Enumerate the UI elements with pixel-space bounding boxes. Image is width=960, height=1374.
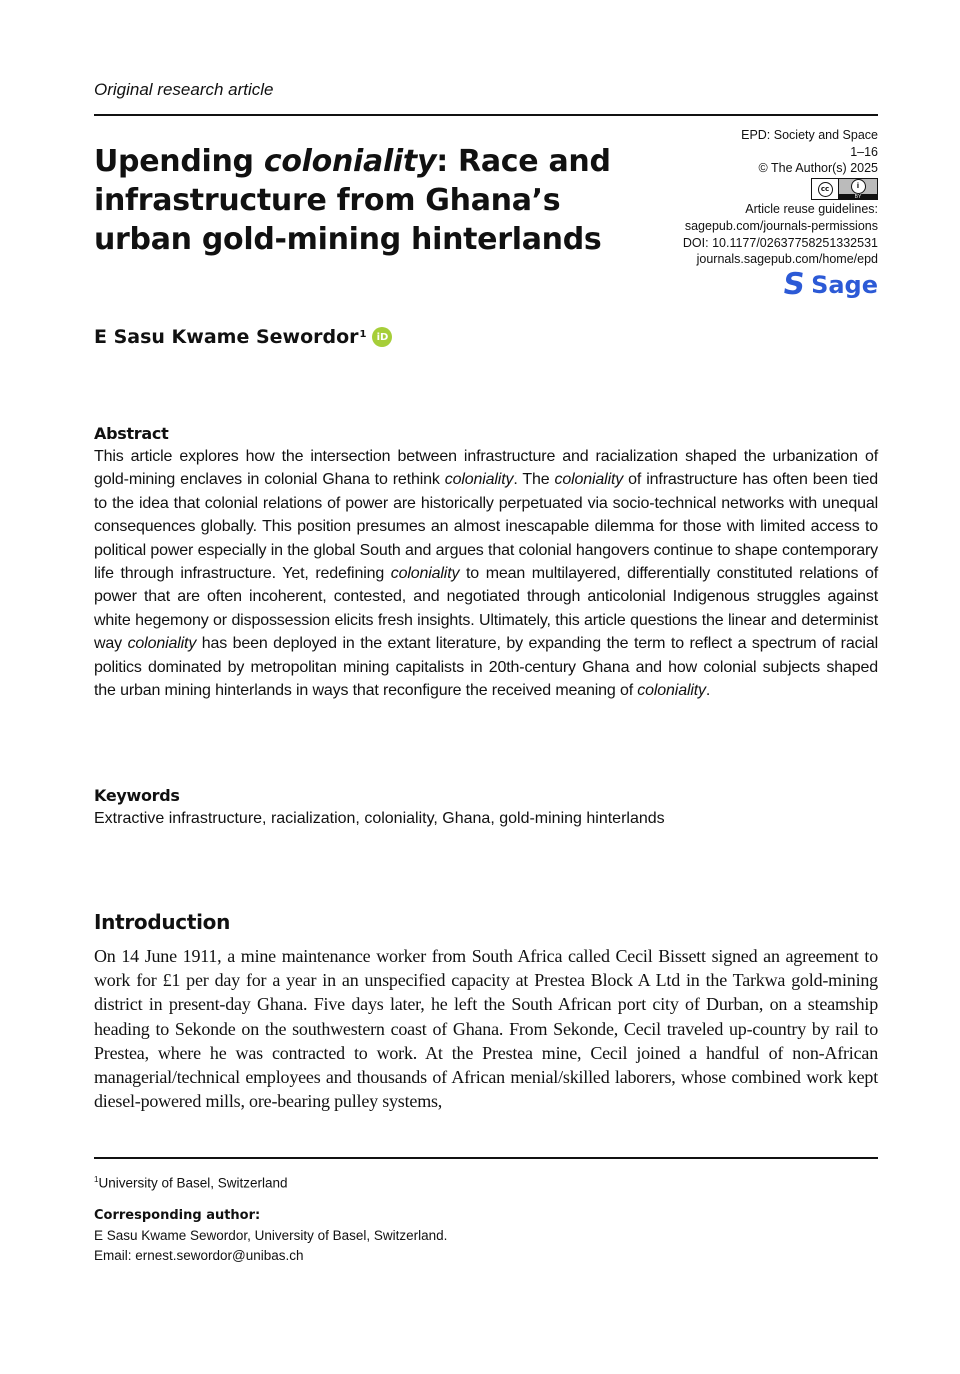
corresponding-author-label: Corresponding author: [94,1207,261,1223]
footnotes [94,1170,878,1266]
author-name: E Sasu Kwame Sewordor [94,326,359,348]
keywords-list: Extractive infrastructure, racialization, coloniality, Ghana, gold-mining hinterlands [94,810,665,827]
journal-metadata [618,127,878,268]
orcid-icon[interactable]: iD [372,327,392,347]
abstract-italic-term: coloniality [127,635,197,653]
header-divider [94,114,878,116]
affiliation-footnote [94,1170,878,1194]
article-title [94,142,654,259]
journal-homepage-link[interactable]: journals.sagepub.com/home/epd [696,252,878,267]
footnote-mark: 1 [94,1175,99,1184]
title-part2: : Race and infrastructure from Ghana’s urban gold-mining hinterlands [94,144,611,257]
abstract-section [94,422,878,702]
abstract-segment: to mean multilayered, differentially constituted relations of power that are often incoherent, contested, and negotiated through anticolonial Indigenous struggles against white hegemony or dispossession elicits fresh insights. Ultimately, this article questions the linear and determinist way [94,565,878,653]
abstract-segment: . [705,682,711,700]
introduction-heading: Introduction [94,910,231,934]
reuse-permissions-link[interactable]: sagepub.com/journals-permissions [684,218,878,233]
by-label: BY [839,194,877,200]
corresponding-author-email[interactable]: Email: ernest.sewordor@unibas.ch [94,1247,304,1263]
corresponding-author-line: E Sasu Kwame Sewordor, University of Basel, Switzerland. [94,1227,448,1243]
journal-name: EPD: Society and Space [741,128,878,142]
sage-s-icon: S [781,267,808,302]
author-line [94,326,392,348]
sage-logo[interactable] [781,267,878,302]
abstract-segment: of infrastructure has often been tied to the idea that colonial relations of power are historically perpetuated via socio-technical networks with unequal consequences globally. This position presumes an almost inescapable dilemma for those with limited access to political power especially in the global South and argues that colonial hangovers continue to shape contemporary life through infrastructure. Yet, redefining [94,471,878,583]
reuse-guidelines-label: Article reuse guidelines: [745,202,878,217]
introduction-paragraph: On 14 June 1911, a mine maintenance worker from South Africa called Cecil Bissett signed an agreement to work for £1 per day for a year in an unspecified capacity at Prestea Block A Ltd in the Tarkwa gold-mining district in present-day Ghana. Five days later, he left the South African port city of Durban, on a steamship heading to Sekonde on the southwestern coast of Ghana. From Sekonde, Cecil traveled up-country by rail to Prestea, where he was contracted to work. At the Prestea mine, Cecil joined a handful of non-African managerial/technical employees and thousands of African menial/skilled laborers, whose combined work kept diesel-powered mills, ore-bearing pulley systems, [94,946,878,1112]
cc-by-license-icon[interactable] [811,178,878,200]
abstract-italic-term: coloniality [390,565,460,583]
keywords-section [94,784,878,830]
title-italic: coloniality [263,144,437,179]
abstract-italic-term: coloniality [554,471,624,489]
cc-icon: cc [818,182,833,197]
abstract-text [94,445,878,702]
footnote-divider [94,1157,878,1159]
abstract-segment: This article explores how the intersection between infrastructure and racialization shaped the urbanization of gold-mining enclaves in colonial Ghana to rethink [94,448,878,489]
attribution-person-icon: i [851,179,866,194]
author-affiliation-mark: 1 [359,328,367,340]
copyright: © The Author(s) 2025 [758,161,878,176]
page-range: 1–16 [850,144,878,159]
sage-wordmark: Sage [811,271,878,299]
abstract-italic-term: coloniality [444,471,514,489]
abstract-segment: has been deployed in the extant literature, by expanding the term to reflect a spectrum of racial politics dominated by metropolitan mining capitalists in 20th-century Ghana and how colonial subjects shaped the urban mining hinterlands in ways that reconfigure the received meaning of [94,635,878,700]
doi[interactable]: DOI: 10.1177/02637758251332531 [682,235,878,250]
keywords-heading: Keywords [94,786,180,805]
title-part1: Upending [94,144,264,179]
abstract-italic-term: coloniality [637,682,706,700]
article-type-label: Original research article [94,80,274,99]
abstract-heading: Abstract [94,424,169,443]
affiliation-text: University of Basel, Switzerland [98,1175,288,1191]
abstract-segment: . The [513,471,555,489]
